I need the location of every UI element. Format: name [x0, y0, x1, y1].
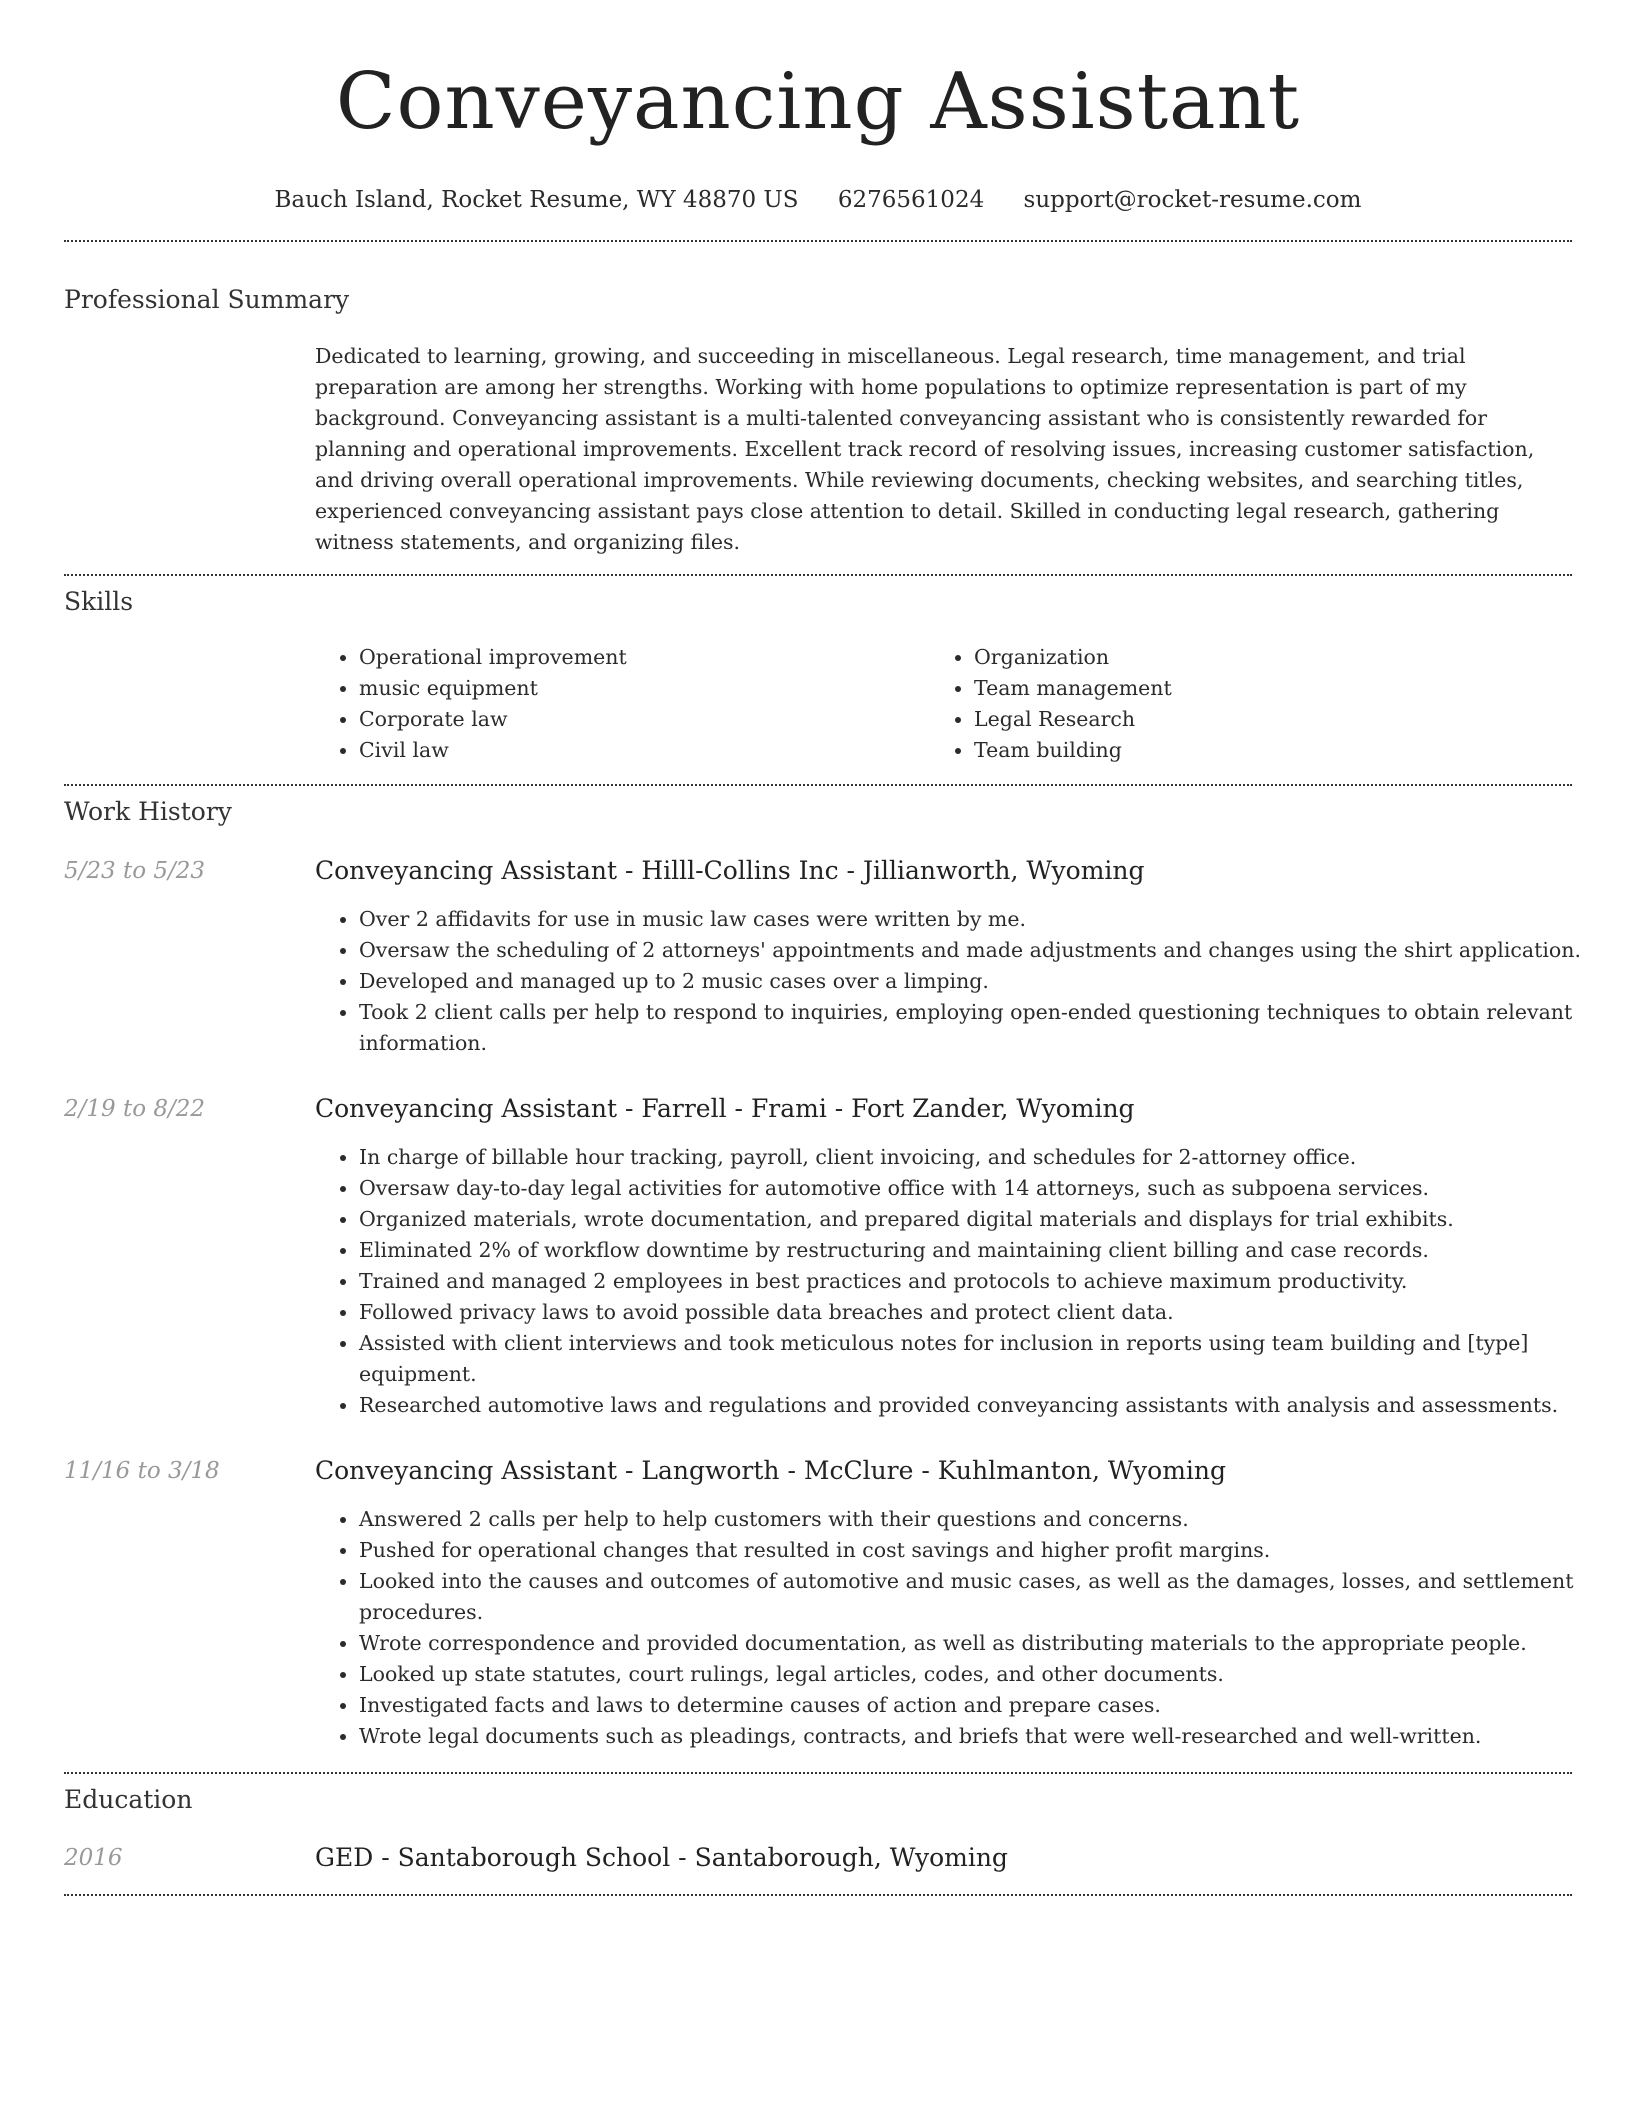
skill-item: • Organization: [974, 642, 1574, 673]
job-bullet: • Over 2 affidavits for use in music law cases were written by me.: [359, 904, 1616, 935]
job-bullet: • In charge of billable hour tracking, payroll, client invoicing, and schedules for 2-attorney office.: [359, 1142, 1616, 1173]
skills-list-left: [315, 642, 959, 766]
job-bullet: • Assisted with client interviews and took meticulous notes for inclusion in reports using team building and [type] equipment.: [359, 1328, 1616, 1390]
divider: [64, 1772, 1572, 1774]
skill-item: • Corporate law: [359, 704, 959, 735]
section-title-work-history: Work History: [64, 797, 232, 826]
job-bullet: • Wrote correspondence and provided documentation, as well as distributing materials to the appropriate people.: [359, 1628, 1616, 1659]
skill-item: • Civil law: [359, 735, 959, 766]
job-bullet: • Wrote legal documents such as pleadings, contracts, and briefs that were well-researched and well-written.: [359, 1721, 1616, 1752]
job-bullet: • Eliminated 2% of workflow downtime by restructuring and maintaining client billing and case records.: [359, 1235, 1616, 1266]
skill-item: • Operational improvement: [359, 642, 959, 673]
job-bullet: • Researched automotive laws and regulations and provided conveyancing assistants with analysis and assessments.: [359, 1390, 1616, 1421]
job-bullets: [315, 1142, 1616, 1421]
candidate-name: Conveyancing Assistant: [335, 57, 1301, 147]
job-bullet: • Investigated facts and laws to determine causes of action and prepare cases.: [359, 1690, 1616, 1721]
job-bullet: • Looked into the causes and outcomes of automotive and music cases, as well as the damages, losses, and settlement procedures.: [359, 1566, 1616, 1628]
divider: [64, 240, 1572, 242]
job-bullet: • Took 2 client calls per help to respond to inquiries, employing open-ended questioning techniques to obtain relevant information.: [359, 997, 1616, 1059]
resume-page: [64, 0, 1581, 1872]
contact-address: Bauch Island, Rocket Resume, WY 48870 US: [274, 187, 799, 213]
skill-item: • Team building: [974, 735, 1574, 766]
education-date: 2016: [64, 1845, 123, 1871]
job-bullets: [315, 904, 1616, 1059]
section-title-summary: Professional Summary: [64, 285, 350, 314]
job-bullet: • Oversaw day-to-day legal activities for automotive office with 14 attorneys, such as subpoena services.: [359, 1173, 1616, 1204]
contact-line: [64, 184, 1572, 216]
section-title-education: Education: [64, 1785, 193, 1814]
contact-phone: 6276561024: [837, 187, 985, 213]
job-date: 5/23 to 5/23: [64, 858, 206, 884]
job-bullet: • Answered 2 calls per help to help customers with their questions and concerns.: [359, 1504, 1616, 1535]
job-bullet: • Followed privacy laws to avoid possible data breaches and protect client data.: [359, 1297, 1616, 1328]
skill-item: • Legal Research: [974, 704, 1574, 735]
job-title: Conveyancing Assistant - Hilll-Collins Inc - Jillianworth, Wyoming: [315, 856, 1145, 885]
job-title: Conveyancing Assistant - Langworth - McClure - Kuhlmanton, Wyoming: [315, 1456, 1227, 1485]
divider: [64, 574, 1572, 576]
summary-text: Dedicated to learning, growing, and succeeding in miscellaneous. Legal research, time management, and trial preparation are among her strengths. Working with home populations to optimize representation is part of my background. Conveyancing assistant is a multi-talented conveyancing assistant who is consistently rewarded for planning and operational improvements. Excellent track record of resolving issues, increasing customer satisfaction, and driving overall operational improvements. While reviewing documents, checking websites, and searching titles, experienced conveyancing assistant pays close attention to detail. Skilled in conducting legal research, gathering witness statements, and organizing files.: [315, 344, 1535, 554]
job-bullet: • Developed and managed up to 2 music cases over a limping.: [359, 966, 1616, 997]
education-entry: GED - Santaborough School - Santaborough, Wyoming: [315, 1843, 1008, 1872]
job-title: Conveyancing Assistant - Farrell - Frami - Fort Zander, Wyoming: [315, 1094, 1135, 1123]
skill-item: • Team management: [974, 673, 1574, 704]
contact-email: support@rocket-resume.com: [1023, 187, 1362, 213]
divider: [64, 1894, 1572, 1896]
skills-list-right: [930, 642, 1574, 766]
job-bullet: • Trained and managed 2 employees in best practices and protocols to achieve maximum productivity.: [359, 1266, 1616, 1297]
divider: [64, 784, 1572, 786]
job-bullet: • Looked up state statutes, court rulings, legal articles, codes, and other documents.: [359, 1659, 1616, 1690]
job-bullets: [315, 1504, 1616, 1752]
job-date: 2/19 to 8/22: [64, 1096, 206, 1122]
job-bullet: • Organized materials, wrote documentation, and prepared digital materials and displays for trial exhibits.: [359, 1204, 1616, 1235]
job-bullet: • Oversaw the scheduling of 2 attorneys' appointments and made adjustments and changes using the shirt application.: [359, 935, 1616, 966]
skill-item: • music equipment: [359, 673, 959, 704]
job-date: 11/16 to 3/18: [64, 1458, 220, 1484]
job-bullet: • Pushed for operational changes that resulted in cost savings and higher profit margins.: [359, 1535, 1616, 1566]
section-title-skills: Skills: [64, 587, 134, 616]
